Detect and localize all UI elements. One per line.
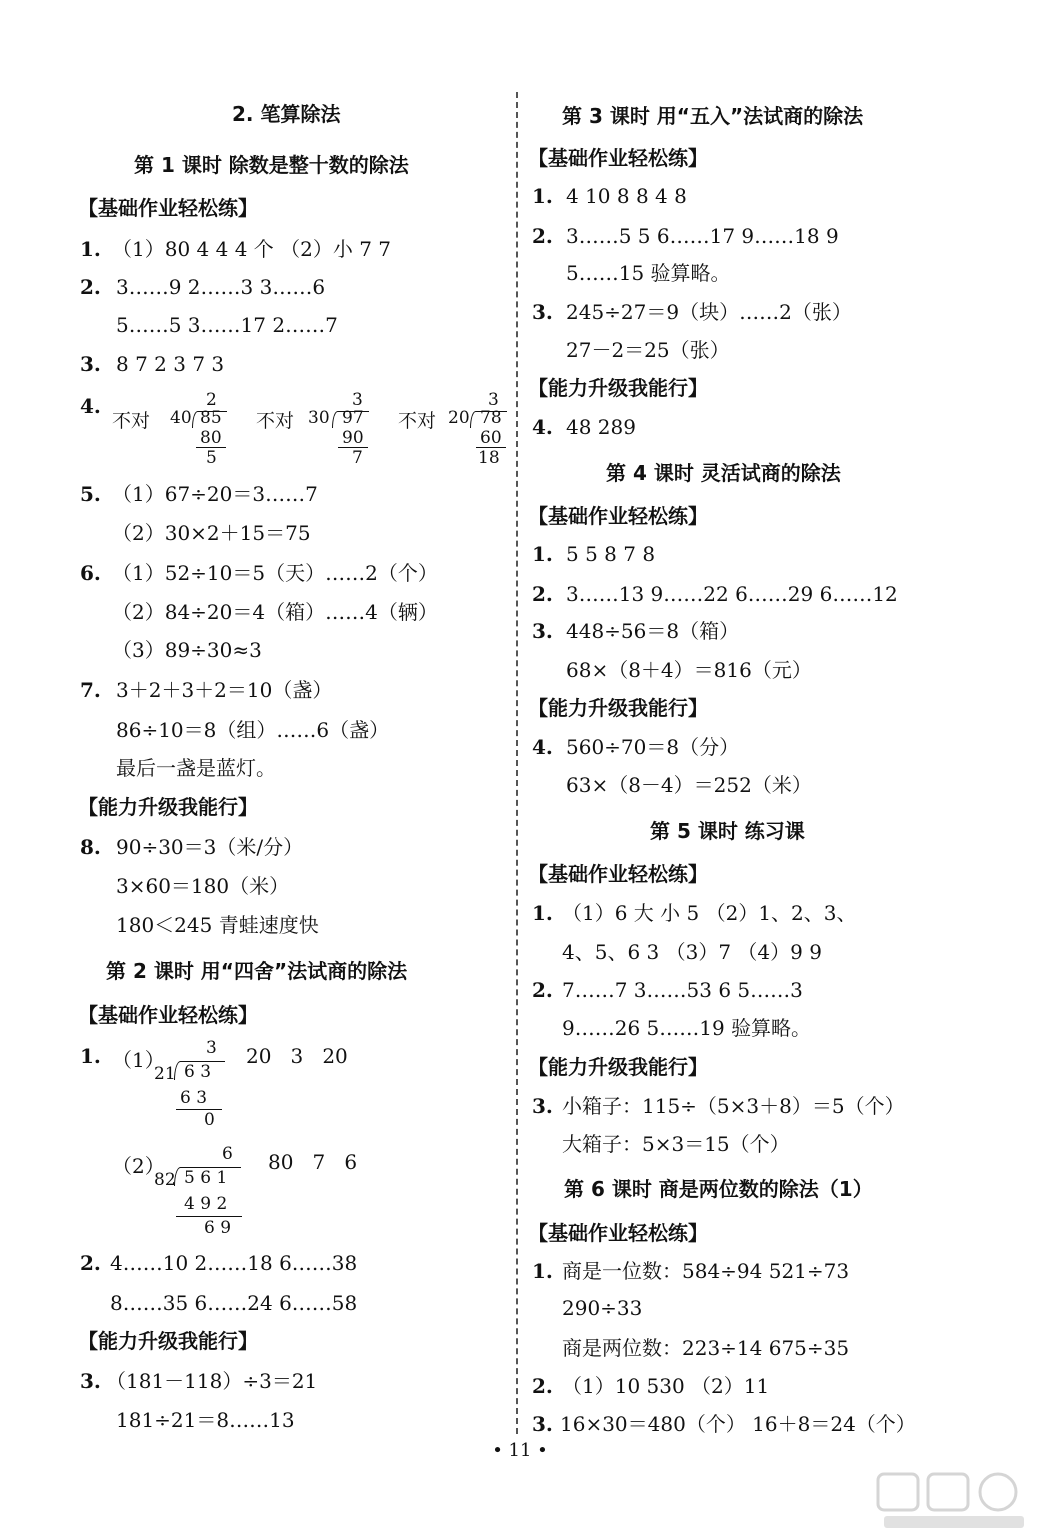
answer-line: 90÷30＝3（米/分）	[116, 835, 304, 859]
question-number: 8.	[80, 835, 101, 859]
ability-exercise-label: 【能力升级我能行】	[528, 696, 708, 720]
product: 4 9 2	[184, 1194, 228, 1214]
quotient: 2	[206, 390, 217, 410]
basic-exercise-label: 【基础作业轻松练】	[528, 504, 708, 528]
long-division	[112, 390, 242, 474]
answer-line: 8 7 2 3 7 3	[116, 352, 225, 376]
answer-line: 小箱子：115÷（5×3＋8）＝5（个）	[562, 1094, 905, 1118]
answer-line: 5……15 验算略。	[566, 261, 731, 285]
dividend: 6 3	[184, 1062, 212, 1082]
answer-line: （2）30×2＋15＝75	[112, 521, 311, 545]
remainder: 18	[478, 448, 500, 468]
subtraction-line	[176, 1109, 222, 1110]
part-label: （1）	[112, 1048, 165, 1072]
quotient: 3	[352, 390, 363, 410]
answer-line: 560÷70＝8（分）	[566, 735, 740, 759]
ability-exercise-label: 【能力升级我能行】	[528, 1055, 708, 1079]
quotient: 3	[206, 1038, 217, 1058]
answer-line: 63×（8－4）＝252（米）	[566, 773, 812, 797]
answer-line: 245÷27＝9（块）……2（张）	[566, 300, 852, 324]
question-number: 2.	[532, 224, 553, 248]
long-division	[256, 390, 386, 474]
long-division	[112, 1146, 392, 1242]
lesson-5-heading: 第 5 课时 练习课	[650, 819, 805, 843]
question-number: 2.	[532, 582, 553, 606]
product: 6 3	[180, 1088, 208, 1108]
question-number: 2.	[80, 1251, 101, 1275]
answer-line: 290÷33	[562, 1296, 643, 1320]
answer-line: 3……9 2……3 3……6	[116, 275, 326, 299]
answer-line: 4 10 8 8 4 8	[566, 184, 687, 208]
answer-line: 5……5 3……17 2……7	[116, 313, 338, 337]
answer-line: 5 5 8 7 8	[566, 542, 656, 566]
judgement-label: 不对	[256, 410, 295, 432]
remainder: 0	[204, 1110, 215, 1130]
answer-line: 448÷56＝8（箱）	[566, 619, 740, 643]
lesson-3-heading: 第 3 课时 用“五入”法试商的除法	[562, 104, 864, 128]
ability-exercise-label: 【能力升级我能行】	[78, 795, 258, 819]
watermark-logo	[874, 1470, 1034, 1532]
lesson-2-heading: 第 2 课时 用“四舍”法试商的除法	[106, 959, 408, 983]
answer-line: 最后一盏是蓝灯。	[116, 756, 276, 780]
divisor: 82	[154, 1170, 176, 1190]
basic-exercise-label: 【基础作业轻松练】	[528, 146, 708, 170]
answer-line: 大箱子：5×3＝15（个）	[562, 1132, 790, 1156]
answer-line: 3……13 9……22 6……29 6……12	[566, 582, 898, 606]
answer-line: 4、5、6 3 （3）7 （4）9 9	[562, 940, 822, 964]
dividend: 97	[342, 408, 364, 428]
question-number: 3.	[80, 1369, 101, 1393]
divisor: 30	[308, 408, 330, 428]
long-division	[398, 390, 512, 474]
answer-line: 商是两位数：223÷14 675÷35	[562, 1336, 850, 1360]
basic-exercise-label: 【基础作业轻松练】	[528, 1221, 708, 1245]
answer-line: 3×60＝180（米）	[116, 874, 290, 898]
basic-exercise-label: 【基础作业轻松练】	[78, 196, 258, 220]
answer-line: 3＋2＋3＋2＝10（盏）	[116, 678, 333, 702]
question-number: 2.	[80, 275, 101, 299]
answer-line: （1）80 4 4 4 个 （2）小 7 7	[112, 237, 392, 261]
answer-line: （1）52÷10＝5（天）……2（个）	[112, 561, 438, 585]
question-number: 1.	[532, 901, 553, 925]
answer-line: （1）10 530 （2）11	[562, 1374, 770, 1398]
basic-exercise-label: 【基础作业轻松练】	[78, 1003, 258, 1027]
answer-line: 4……10 2……18 6……38	[110, 1251, 358, 1275]
quotient: 6	[222, 1144, 233, 1164]
question-number: 5.	[80, 482, 101, 506]
question-number: 3.	[532, 619, 553, 643]
divisor: 20	[448, 408, 470, 428]
question-number: 6.	[80, 561, 101, 585]
product: 60	[480, 428, 502, 448]
quotient: 3	[488, 390, 499, 410]
answer-line: 86÷10＝8（组）……6（盏）	[116, 718, 390, 742]
dividend: 5 6 1	[184, 1168, 228, 1188]
answer-line: 8……35 6……24 6……58	[110, 1291, 358, 1315]
answer-line: （1）6 大 小 5 （2）1、2、3、	[562, 901, 857, 925]
remainder: 7	[352, 448, 363, 468]
question-number: 3.	[80, 352, 101, 376]
answer-line: （1）67÷20＝3……7	[112, 482, 318, 506]
question-number: 2.	[532, 978, 553, 1002]
answer-line: （2）84÷20＝4（箱）……4（辆）	[112, 600, 438, 624]
question-number: 4.	[532, 415, 553, 439]
dividend: 85	[200, 408, 222, 428]
long-division	[112, 1040, 372, 1132]
answer-line: 3……5 5 6……17 9……18 9	[566, 224, 839, 248]
question-number: 3.	[532, 1412, 553, 1436]
question-number: 4.	[80, 394, 101, 418]
divisor: 40	[170, 408, 192, 428]
question-number: 1.	[80, 1044, 101, 1068]
dividend: 78	[480, 408, 502, 428]
answer-line: 7……7 3……53 6 5……3	[562, 978, 803, 1002]
question-number: 2.	[532, 1374, 553, 1398]
answer-tail: 20 3 20	[246, 1044, 348, 1068]
answer-line: 商是一位数：584÷94 521÷73	[562, 1259, 850, 1283]
divisor: 21	[154, 1064, 176, 1084]
question-number: 1.	[80, 237, 101, 261]
question-number: 7.	[80, 678, 101, 702]
judgement-label: 不对	[398, 410, 437, 432]
answer-line: 48 289	[566, 415, 636, 439]
answer-line: 16×30＝480（个） 16＋8＝24（个）	[560, 1412, 916, 1436]
question-number: 4.	[532, 735, 553, 759]
lesson-4-heading: 第 4 课时 灵活试商的除法	[606, 461, 841, 485]
section-title: 2. 笔算除法	[232, 102, 341, 126]
answer-line: 9……26 5……19 验算略。	[562, 1016, 812, 1040]
answer-line: 181÷21＝8……13	[116, 1408, 295, 1432]
lesson-1-heading: 第 1 课时 除数是整十数的除法	[134, 153, 409, 177]
question-number: 3.	[532, 1094, 553, 1118]
lesson-6-heading: 第 6 课时 商是两位数的除法（1）	[564, 1177, 873, 1201]
answer-line: 68×（8＋4）＝816（元）	[566, 658, 812, 682]
question-number: 1.	[532, 184, 553, 208]
question-number: 3.	[532, 300, 553, 324]
product: 80	[200, 428, 222, 448]
column-divider	[516, 92, 518, 1434]
judgement-label: 不对	[112, 410, 151, 432]
question-number: 1.	[532, 1259, 553, 1283]
question-number: 1.	[532, 542, 553, 566]
subtraction-line	[176, 1216, 242, 1217]
product: 90	[342, 428, 364, 448]
part-label: （2）	[112, 1154, 165, 1178]
ability-exercise-label: 【能力升级我能行】	[528, 376, 708, 400]
remainder: 6 9	[204, 1218, 232, 1238]
answer-line: 180＜245 青蛙速度快	[116, 913, 319, 937]
answer-tail: 80 7 6	[268, 1150, 358, 1174]
remainder: 5	[206, 448, 217, 468]
answer-line: （3）89÷30≈3	[112, 638, 262, 662]
answer-line: （181－118）÷3＝21	[106, 1369, 318, 1393]
answer-line: 27－2＝25（张）	[566, 338, 730, 362]
page-number: • 11 •	[492, 1440, 548, 1461]
ability-exercise-label: 【能力升级我能行】	[78, 1329, 258, 1353]
basic-exercise-label: 【基础作业轻松练】	[528, 862, 708, 886]
